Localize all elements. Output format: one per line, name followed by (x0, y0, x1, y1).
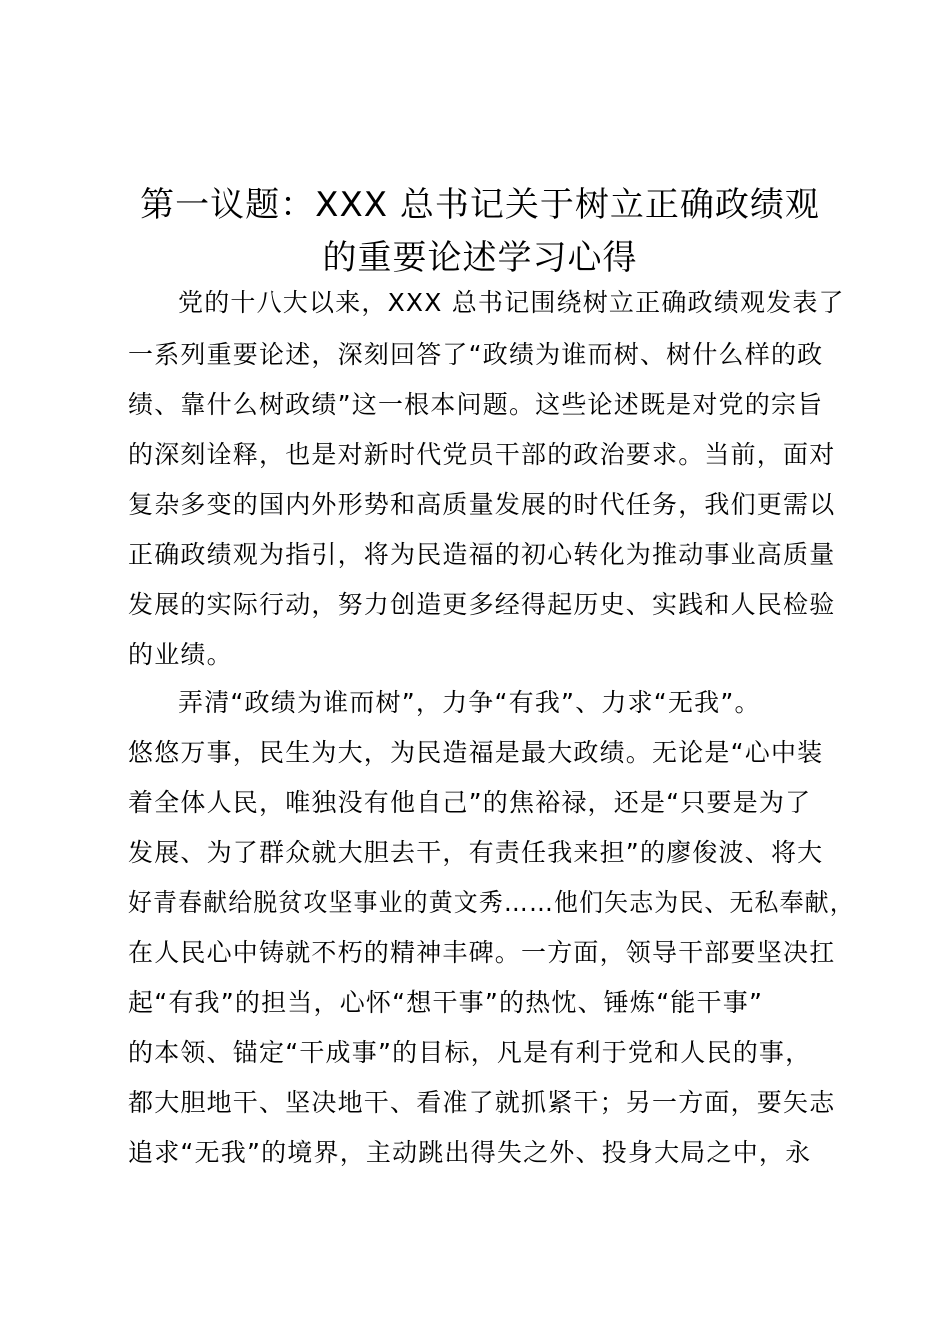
paragraph-1-line-5: 复杂多变的国内外形势和高质量发展的时代任务，我们更需以 (128, 490, 836, 519)
paragraph-1-line-1: 党的十八大以来，XXX 总书记围绕树立正确政绩观发表了 (178, 288, 845, 317)
paragraph-1-line-8: 的业绩。 (128, 640, 233, 669)
paragraph-2-line-10: 追求“无我”的境界，主动跳出得失之外、投身大局之中，永 (128, 1138, 812, 1167)
document-title-line-2: 的重要论述学习心得 (322, 238, 638, 278)
paragraph-1-line-3: 绩、靠什么树政绩”这一根本问题。这些论述既是对党的宗旨 (128, 390, 824, 419)
paragraph-2-line-3: 着全体人民，唯独没有他自己”的焦裕禄，还是“只要是为了 (128, 788, 812, 817)
paragraph-2-line-7: 起“有我”的担当，心怀“想干事”的热忱、锤炼“能干事” (128, 988, 764, 1017)
paragraph-2-line-6: 在人民心中铸就不朽的精神丰碑。一方面，领导干部要坚决扛 (128, 938, 836, 967)
paragraph-1-line-7: 发展的实际行动，努力创造更多经得起历史、实践和人民检验 (128, 590, 836, 619)
paragraph-1-line-2: 一系列重要论述，深刻回答了“政绩为谁而树、树什么样的政 (128, 340, 824, 369)
paragraph-2-line-2: 悠悠万事，民生为大，为民造福是最大政绩。无论是“心中装 (128, 738, 824, 767)
paragraph-2-line-9: 都大胆地干、坚决地干、看准了就抓紧干；另一方面，要矢志 (128, 1088, 836, 1117)
paragraph-1-line-6: 正确政绩观为指引，将为民造福的初心转化为推动事业高质量 (128, 540, 836, 569)
paragraph-1-line-4: 的深刻诠释，也是对新时代党员干部的政治要求。当前，面对 (128, 440, 836, 469)
paragraph-2-line-4: 发展、为了群众就大胆去干，有责任我来担”的廖俊波、将大 (128, 838, 824, 867)
paragraph-2-line-8: 的本领、锚定“干成事”的目标，凡是有利于党和人民的事， (128, 1038, 812, 1067)
document-title-line-1: 第一议题：XXX 总书记关于树立正确政绩观 (140, 185, 820, 225)
paragraph-2-line-1: 弄清“政绩为谁而树”，力争“有我”、力求“无我”。 (178, 688, 761, 717)
paragraph-2-line-5: 好青春献给脱贫攻坚事业的黄文秀……他们矢志为民、无私奉献， (128, 888, 855, 917)
